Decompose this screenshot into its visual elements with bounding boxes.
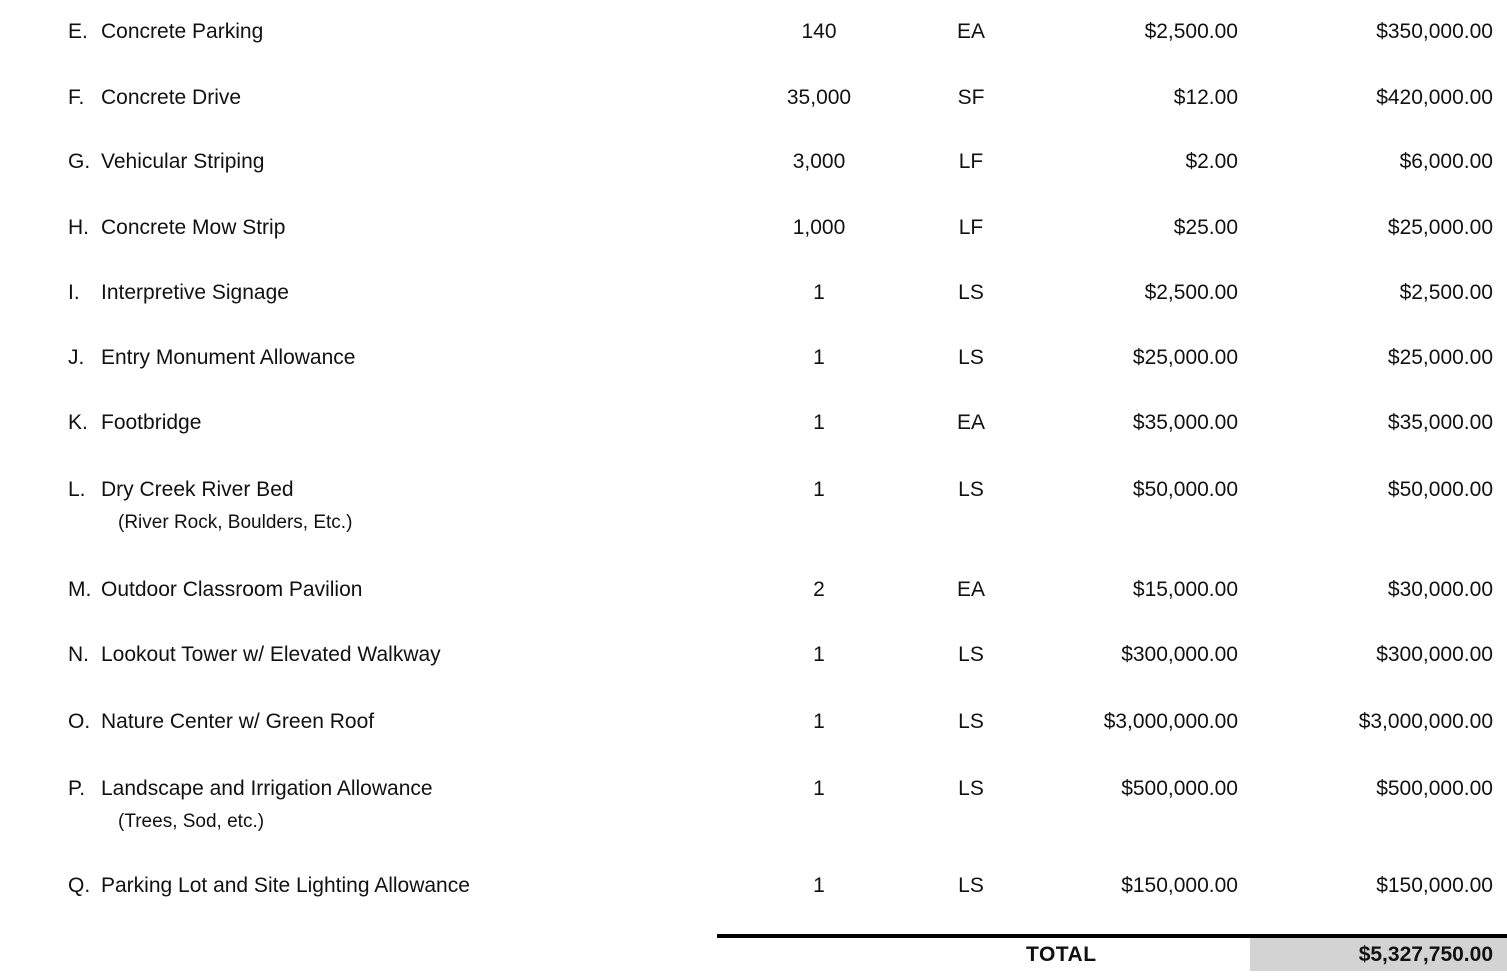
table-row [0, 281, 1507, 321]
item-letter: N. [68, 643, 89, 666]
item-description: Nature Center w/ Green Roof [101, 710, 375, 733]
item-unit: LF [958, 216, 984, 239]
total-highlight [1250, 938, 1507, 971]
item-quantity: 1 [813, 710, 825, 733]
item-unit: LS [958, 346, 984, 369]
item-quantity: 1 [813, 411, 825, 434]
table-row [0, 874, 1507, 914]
item-quantity: 2 [813, 578, 825, 601]
item-description: Landscape and Irrigation Allowance [101, 777, 433, 800]
item-unit: LS [958, 281, 984, 304]
item-amount: $500,000.00 [1376, 777, 1493, 800]
table-row [0, 150, 1507, 190]
table-row [0, 643, 1507, 683]
item-amount: $25,000.00 [1387, 216, 1493, 239]
item-letter: G. [68, 150, 91, 173]
item-amount: $50,000.00 [1387, 478, 1493, 501]
item-unit: LS [958, 643, 984, 666]
item-amount: $2,500.00 [1399, 281, 1493, 304]
item-description: Parking Lot and Site Lighting Allowance [101, 874, 470, 897]
item-description: Interpretive Signage [101, 281, 289, 304]
item-unit-price: $15,000.00 [1132, 578, 1238, 601]
item-unit-price: $35,000.00 [1132, 411, 1238, 434]
total-label: TOTAL [1026, 943, 1097, 966]
item-quantity: 1 [813, 346, 825, 369]
table-row [0, 777, 1507, 841]
item-quantity: 1 [813, 478, 825, 501]
item-sub-description: (River Rock, Boulders, Etc.) [118, 512, 353, 533]
item-letter: M. [68, 578, 92, 601]
item-unit-price: $12.00 [1173, 86, 1238, 109]
item-quantity: 1 [813, 643, 825, 666]
item-description: Footbridge [101, 411, 202, 434]
item-quantity: 1 [813, 281, 825, 304]
item-unit-price: $25,000.00 [1132, 346, 1238, 369]
item-amount: $300,000.00 [1376, 643, 1493, 666]
item-description: Dry Creek River Bed [101, 478, 294, 501]
item-unit: LS [958, 777, 984, 800]
item-letter: Q. [68, 874, 91, 897]
table-row [0, 216, 1507, 256]
table-row [0, 710, 1507, 750]
item-unit-price: $300,000.00 [1121, 643, 1238, 666]
table-row [0, 346, 1507, 386]
item-unit: LS [958, 874, 984, 897]
item-description: Concrete Drive [101, 86, 242, 109]
item-quantity: 1,000 [792, 216, 846, 239]
item-unit: LF [958, 150, 984, 173]
item-unit-price: $2.00 [1185, 150, 1238, 173]
item-unit: LS [958, 478, 984, 501]
item-letter: O. [68, 710, 91, 733]
item-amount: $420,000.00 [1376, 86, 1493, 109]
item-letter: I. [68, 281, 80, 304]
item-unit-price: $3,000,000.00 [1103, 710, 1238, 733]
item-description: Concrete Parking [101, 20, 264, 43]
table-row [0, 478, 1507, 542]
table-row [0, 20, 1507, 60]
item-letter: H. [68, 216, 89, 239]
item-amount: $350,000.00 [1376, 20, 1493, 43]
item-unit: LS [958, 710, 984, 733]
table-row [0, 578, 1507, 618]
item-unit: EA [956, 578, 985, 601]
item-unit-price: $25.00 [1173, 216, 1238, 239]
item-unit: EA [956, 411, 985, 434]
item-letter: L. [68, 478, 86, 501]
item-description: Lookout Tower w/ Elevated Walkway [101, 643, 441, 666]
item-quantity: 35,000 [786, 86, 852, 109]
table-row [0, 411, 1507, 451]
item-description: Vehicular Striping [101, 150, 265, 173]
item-amount: $3,000,000.00 [1358, 710, 1493, 733]
item-unit: EA [956, 20, 985, 43]
item-quantity: 140 [801, 20, 837, 43]
item-unit-price: $2,500.00 [1144, 281, 1238, 304]
item-sub-description: (Trees, Sod, etc.) [118, 811, 265, 832]
item-amount: $30,000.00 [1387, 578, 1493, 601]
item-letter: P. [68, 777, 86, 800]
item-letter: E. [68, 20, 88, 43]
item-letter: J. [68, 346, 85, 369]
item-amount: $150,000.00 [1376, 874, 1493, 897]
item-quantity: 1 [813, 777, 825, 800]
item-description: Entry Monument Allowance [101, 346, 356, 369]
table-row [0, 86, 1507, 126]
item-description: Outdoor Classroom Pavilion [101, 578, 363, 601]
item-unit-price: $50,000.00 [1132, 478, 1238, 501]
item-unit-price: $2,500.00 [1144, 20, 1238, 43]
item-unit-price: $500,000.00 [1121, 777, 1238, 800]
item-letter: F. [68, 86, 85, 109]
item-description: Concrete Mow Strip [101, 216, 286, 239]
item-quantity: 1 [813, 874, 825, 897]
total-value: $5,327,750.00 [1358, 943, 1493, 966]
item-unit: SF [957, 86, 985, 109]
item-amount: $35,000.00 [1387, 411, 1493, 434]
item-letter: K. [68, 411, 88, 434]
item-amount: $25,000.00 [1387, 346, 1493, 369]
item-amount: $6,000.00 [1399, 150, 1493, 173]
item-quantity: 3,000 [792, 150, 846, 173]
item-unit-price: $150,000.00 [1121, 874, 1238, 897]
